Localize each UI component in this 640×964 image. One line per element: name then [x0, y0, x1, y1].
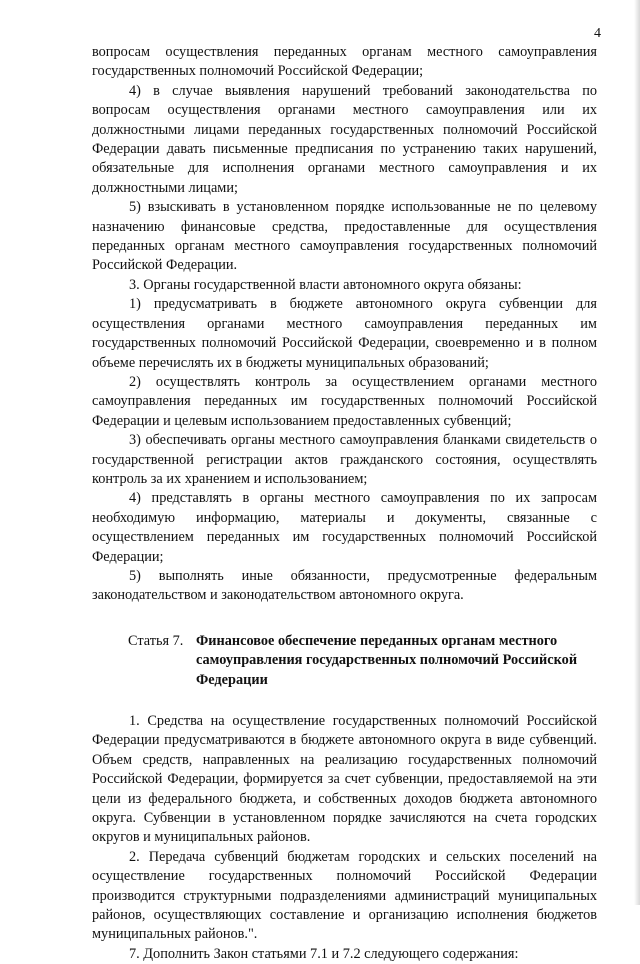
page-number: 4: [594, 26, 601, 41]
document-body: [92, 43, 597, 964]
paragraph: вопросам осуществления переданных органам местного самоуправления государственных полномочий Российской Федерации;: [92, 44, 597, 80]
article-number: Статья 7.: [128, 632, 184, 649]
paragraph: 1. Средства на осуществление государственных полномочий Российской Федерации предусматриваются в бюджете автономного округа в виде субвенций. Объем средств, направленных на реализацию государственных полномочий Российской Федерации, формируется за счет субвенции, предоставляемой на эти цели из федерального бюджета, и собственных доходов бюджета автономного округа. Субвенции в установленном порядке зачисляются на счета городских округов и муниципальных районов.: [92, 713, 597, 846]
paragraph: 3. Органы государственной власти автономного округа обязаны:: [129, 276, 522, 293]
paragraph: 2. Передача субвенций бюджетам городских и сельских поселений на осуществление государственных полномочий Российской Федерации производится структурными подразделениями администраций муниципальных районов, осуществляющих составление и организацию исполнения бюджетов муниципальных районов.".: [92, 848, 597, 943]
article-title: Финансовое обеспечение переданных органам местного самоуправления государственных полномочий Российской Федерации: [196, 632, 578, 688]
paragraph: 7. Дополнить Закон статьями 7.1 и 7.2 следующего содержания:: [129, 945, 519, 962]
paragraph: 2) осуществлять контроль за осуществлением органами местного самоуправления переданных им государственных полномочий Российской Федерации и целевым использованием предоставленных субвенций;: [92, 373, 597, 429]
paragraph: 5) выполнять иные обязанности, предусмотренные федеральным законодательством и законодательством автономного округа.: [92, 567, 597, 604]
article-heading: [92, 632, 597, 690]
paragraph: 4) представлять в органы местного самоуправления по их запросам необходимую информацию, материалы и документы, связанные с осуществлением переданных им государственных полномочий Российской Федерации;: [92, 490, 597, 565]
paragraph: 5) взыскивать в установленном порядке использованные не по целевому назначению финансовые средства, предоставленные для осуществления переданных органам местного самоуправления государственных полномочий Российской Федерации.: [92, 199, 597, 274]
paragraph: 4) в случае выявления нарушений требований законодательства по вопросам осуществления органами местного самоуправления или их должностными лицами переданных государственных полномочий Российской Федерации давать письменные предписания по устранению таких нарушений, обязательные для исполнения органами местного самоуправления и их должностными лицами;: [92, 82, 597, 196]
scan-edge-shadow: [634, 0, 640, 905]
paragraph: 1) предусматривать в бюджете автономного округа субвенции для осуществления органами местного самоуправления переданных им государственных полномочий Российской Федерации, своевременно и в полном объеме перечислять их в бюджеты муниципальных образований;: [92, 296, 597, 371]
paragraph: 3) обеспечивать органы местного самоуправления бланками свидетельств о государственной регистрации актов гражданского состояния, осуществлять контроль за их хранением и использованием;: [92, 432, 597, 487]
